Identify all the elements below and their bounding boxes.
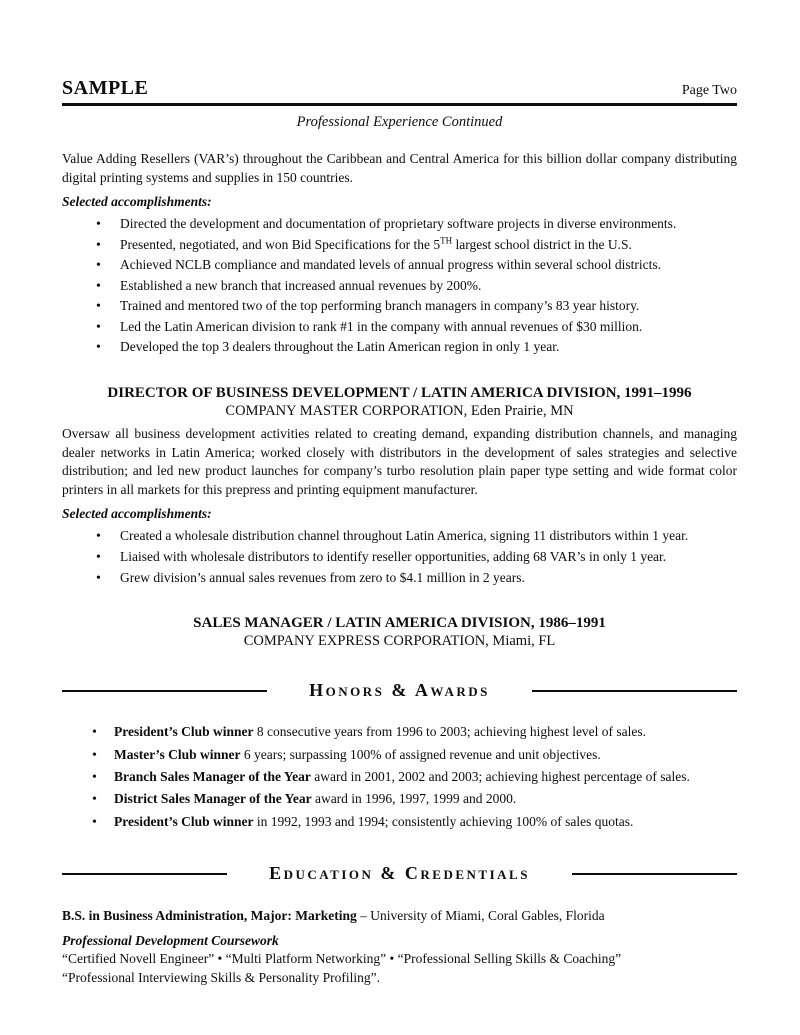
list-item bbox=[62, 744, 737, 766]
honors-awards-heading bbox=[62, 680, 737, 701]
list-item bbox=[62, 526, 737, 547]
coursework-label: Professional Development Coursework bbox=[62, 933, 279, 949]
selected-accomplishments-label: Selected accomplishments: bbox=[62, 194, 212, 210]
list-item bbox=[62, 276, 737, 297]
heading-rule-right bbox=[572, 873, 737, 875]
list-item bbox=[62, 337, 737, 358]
bullet-text: Developed the top 3 dealers throughout the Latin American region in only 1 year. bbox=[120, 339, 560, 355]
director-accomplishments-list bbox=[62, 526, 737, 588]
degree-school: – University of Miami, Coral Gables, Florida bbox=[356, 908, 605, 924]
bullet-text: Trained and mentored two of the top performing branch managers in company’s 83 year history. bbox=[120, 298, 640, 314]
bullet-text: Presented, negotiated, and won Bid Specifications for the 5 bbox=[120, 236, 441, 252]
coursework-line: “Professional Interviewing Skills & Personality Profiling”. bbox=[62, 969, 380, 985]
selected-accomplishments-label: Selected accomplishments: bbox=[62, 506, 212, 522]
list-item bbox=[62, 296, 737, 317]
education-credentials-title: Education & Credentials bbox=[269, 863, 530, 884]
heading-rule-right bbox=[532, 690, 737, 692]
award-name: Branch Sales Manager of the Year bbox=[114, 768, 311, 784]
award-detail: in 1992, 1993 and 1994; consistently achieving 100% of sales quotas. bbox=[253, 813, 634, 829]
bullet-text: Liaised with wholesale distributors to identify reseller opportunities, adding 68 VAR’s in only 1 year. bbox=[120, 549, 667, 564]
continued-accomplishments-list bbox=[62, 214, 737, 358]
bullet-text: Directed the development and documentation of proprietary software projects in diverse environments. bbox=[120, 216, 677, 232]
list-item bbox=[62, 766, 737, 788]
job-company-director: COMPANY MASTER CORPORATION, Eden Prairie, MN bbox=[225, 402, 574, 419]
ordinal-superscript: TH bbox=[440, 235, 453, 246]
document-title: SAMPLE bbox=[62, 77, 149, 99]
list-item bbox=[62, 317, 737, 338]
bullet-text: Led the Latin American division to rank #1 in the company with annual revenues of $30 million. bbox=[120, 318, 643, 334]
degree-line bbox=[62, 908, 737, 924]
award-detail: 6 years; surpassing 100% of assigned revenue and unit objectives. bbox=[240, 746, 601, 762]
list-item bbox=[62, 235, 737, 256]
list-item bbox=[62, 721, 737, 743]
heading-rule-left bbox=[62, 873, 227, 875]
job-company-sales-manager: COMPANY EXPRESS CORPORATION, Miami, FL bbox=[243, 633, 556, 650]
job-title-director: DIRECTOR OF BUSINESS DEVELOPMENT / LATIN AMERICA DIVISION, 1991–1996 bbox=[107, 384, 692, 401]
list-item bbox=[62, 547, 737, 568]
bullet-text: Established a new branch that increased annual revenues by 200%. bbox=[120, 277, 482, 293]
coursework-line: “Certified Novell Engineer” • “Multi Platform Networking” • “Professional Selling Skills & Coaching” bbox=[62, 951, 622, 967]
page-header bbox=[62, 77, 737, 106]
award-detail: award in 2001, 2002 and 2003; achieving highest percentage of sales. bbox=[310, 768, 690, 784]
page-number-label: Page Two bbox=[681, 83, 737, 98]
honors-awards-list bbox=[62, 721, 737, 833]
director-role-description: Oversaw all business development activities related to creating demand, expanding distribution channels, and managing dealer networks in Latin America; worked closely with distributors in the development of sales strategies and selective distribution; and led new product launches for company’s turbo resolution plain paper type setting and wide format color printers in all markets for this prepress and printing equipment manufacturer. bbox=[62, 425, 737, 497]
list-item bbox=[62, 788, 737, 810]
bullet-text: Grew division’s annual sales revenues from zero to $4.1 million in 2 years. bbox=[120, 569, 525, 585]
award-name: President’s Club winner bbox=[114, 813, 254, 829]
honors-awards-title: Honors & Awards bbox=[309, 680, 490, 701]
bullet-text: largest school district in the U.S. bbox=[452, 236, 632, 252]
job-title-sales-manager: SALES MANAGER / LATIN AMERICA DIVISION, 1986–1991 bbox=[193, 615, 606, 632]
award-name: Master’s Club winner bbox=[114, 746, 241, 762]
degree-title: B.S. in Business Administration, Major: Marketing bbox=[62, 908, 357, 924]
continued-role-intro: Value Adding Resellers (VAR’s) throughout the Caribbean and Central America for this billion dollar company distributing digital printing systems and supplies in 150 countries. bbox=[62, 151, 737, 185]
bullet-text: Achieved NCLB compliance and mandated levels of annual progress within several school districts. bbox=[120, 257, 661, 273]
list-item bbox=[62, 214, 737, 235]
list-item bbox=[62, 811, 737, 833]
bullet-text: Created a wholesale distribution channel throughout Latin America, signing 11 distributors within 1 year. bbox=[120, 528, 689, 544]
list-item bbox=[62, 568, 737, 589]
experience-continued-heading: Professional Experience Continued bbox=[296, 114, 503, 130]
heading-rule-left bbox=[62, 690, 267, 692]
education-credentials-heading bbox=[62, 863, 737, 884]
award-detail: 8 consecutive years from 1996 to 2003; achieving highest level of sales. bbox=[253, 724, 647, 740]
award-detail: award in 1996, 1997, 1999 and 2000. bbox=[311, 791, 517, 807]
award-name: President’s Club winner bbox=[114, 724, 254, 740]
list-item bbox=[62, 255, 737, 276]
award-name: District Sales Manager of the Year bbox=[114, 791, 312, 807]
